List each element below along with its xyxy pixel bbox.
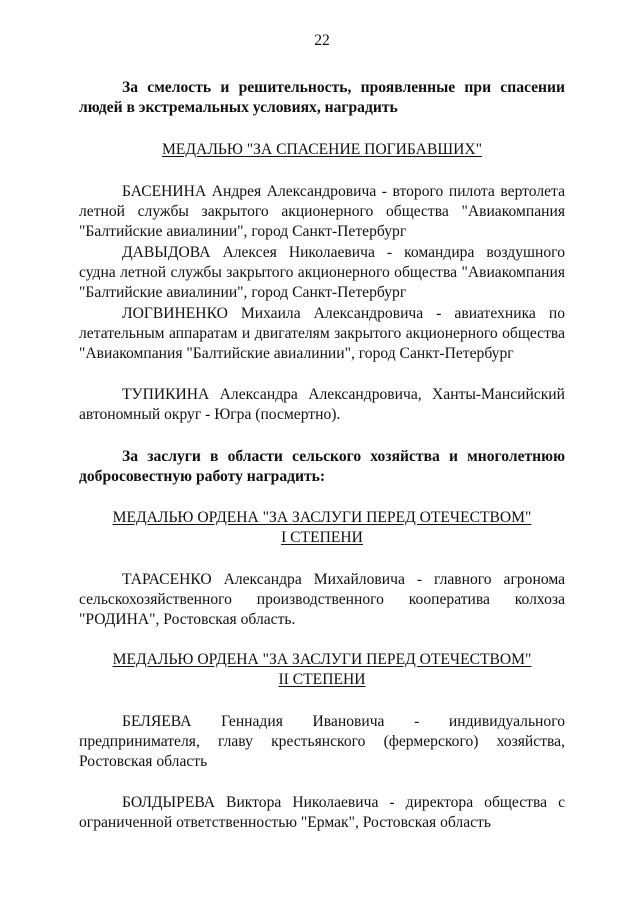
award-degree-line: I СТЕПЕНИ — [281, 529, 363, 547]
award-recipient-entry: БЕЛЯЕВА Геннадия Ивановича - индивидуального предпринимателя, главу крестьянского (фермерского) хозяйства, Ростовская область — [79, 713, 565, 771]
award-recipient-entry: ТУПИКИНА Александра Александровича, Ханты-Мансийский автономный округ - Югра (посмертно). — [79, 386, 565, 424]
award-degree-line: II СТЕПЕНИ — [278, 671, 366, 689]
award-title-line: МЕДАЛЬЮ ОРДЕНА "ЗА ЗАСЛУГИ ПЕРЕД ОТЕЧЕСТВОМ" — [112, 651, 532, 668]
award-recipient-entry: БАСЕНИНА Андрея Александровича - второго пилота вертолета летной службы закрытого акционерного общества "Авиакомпания "Балтийские авиалинии", город Санкт-Петербург — [79, 183, 565, 241]
award-recipient-entry: ДАВЫДОВА Алексея Николаевича - командира воздушного судна летной службы закрытого акционерного общества "Авиакомпания "Балтийские авиалинии", город Санкт-Петербург — [79, 244, 565, 302]
award-title-rescue-medal: МЕДАЛЬЮ "ЗА СПАСЕНИЕ ПОГИБАВШИХ" — [162, 141, 482, 158]
award-recipient-entry: БОЛДЫРЕВА Виктора Николаевича - директора общества с ограниченной ответственностью "Ермак", Ростовская область — [79, 794, 565, 832]
page-number: 22 — [314, 32, 330, 49]
section1-intro: За смелость и решительность, проявленные при спасении людей в экстремальных условиях, наградить — [79, 79, 565, 117]
section2-intro: За заслуги в области сельского хозяйства и многолетнюю добросовестную работу наградить: — [79, 448, 565, 486]
award-recipient-entry: ЛОГВИНЕНКО Михаила Александровича - авиатехника по летательным аппаратам и двигателям закрытого акционерного общества "Авиакомпания "Балтийские авиалинии", город Санкт-Петербург — [79, 305, 565, 363]
award-title-merit-medal-1 — [79, 508, 565, 548]
award-title-line: МЕДАЛЬЮ ОРДЕНА "ЗА ЗАСЛУГИ ПЕРЕД ОТЕЧЕСТВОМ" — [112, 509, 532, 526]
award-title-merit-medal-2 — [79, 650, 565, 690]
award-recipient-entry: ТАРАСЕНКО Александра Михайловича - главного агронома сельскохозяйственного производственного кооператива колхоза "РОДИНА", Ростовская область. — [79, 571, 565, 629]
